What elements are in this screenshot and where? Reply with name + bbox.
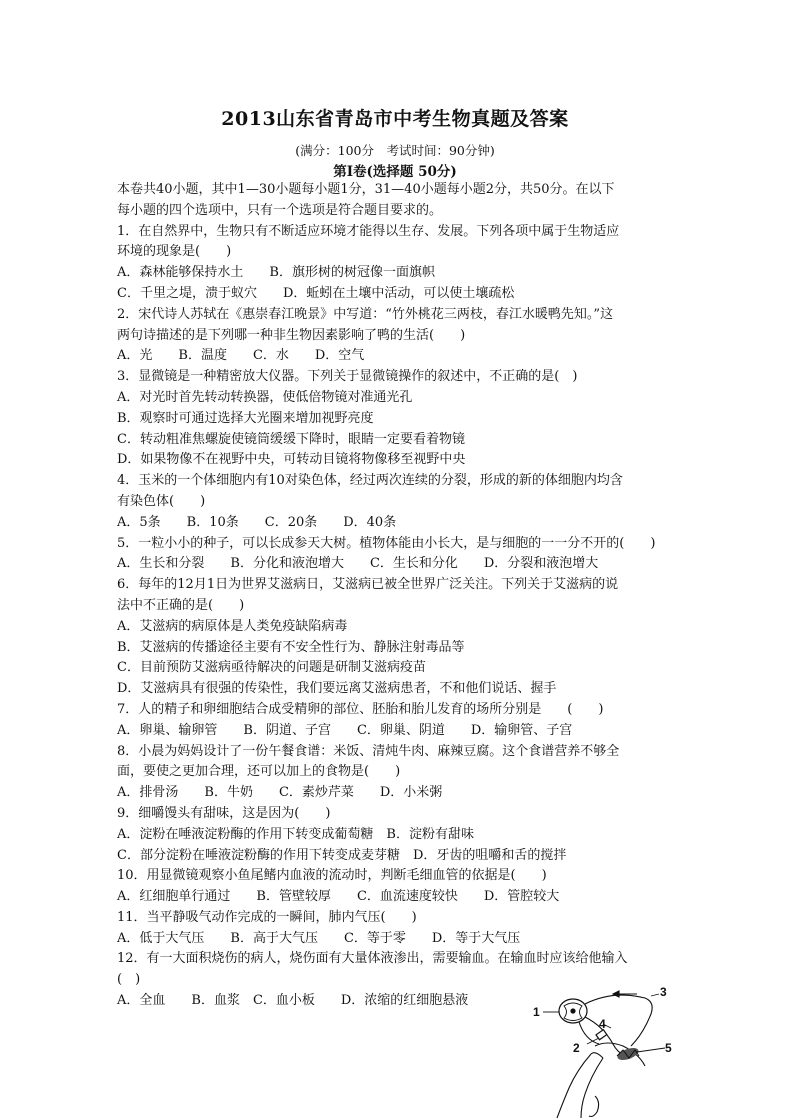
nerve-fibers xyxy=(579,995,652,1056)
text-line: B．观察时可通过选择大光圈来增加视野亮度 xyxy=(117,410,374,426)
text-line: B．艾滋病的传播途径主要有不安全性行为、静脉注射毒品等 xyxy=(117,639,465,655)
text-line: A．淀粉在唾液淀粉酶的作用下转变成葡萄糖 B．淀粉有甜味 xyxy=(117,826,474,842)
text-line: 8．小晨为妈妈设计了一份午餐食谱：米饭、清炖牛肉、麻辣豆腐。这个食谱营养不够全 xyxy=(117,743,620,759)
text-line: 有染色体( ) xyxy=(117,493,206,509)
text-line: C．转动粗准焦螺旋使镜筒缓缓下降时，眼睛一定要看着物镜 xyxy=(117,431,465,447)
text-line: 9．细嚼馒头有甜味，这是因为( ) xyxy=(117,805,331,821)
text-line: C．千里之堤，溃于蚁穴 D．蚯蚓在土壤中活动，可以使土壤疏松 xyxy=(117,285,515,301)
text-line: 5．一粒小小的种子，可以长成参天大树。植物体能由小长大，是与细胞的一一分不开的( ) xyxy=(117,535,656,551)
section-heading: 第Ⅰ卷(选择题 50分) xyxy=(333,164,457,180)
text-line: A．排骨汤 B．牛奶 C．素炒芹菜 D．小米粥 xyxy=(117,785,443,801)
text-line: 两句诗描述的是下列哪一种非生物因素影响了鸭的生活( ) xyxy=(117,327,466,343)
receptor-region xyxy=(616,1046,640,1063)
reflex-arc-figure xyxy=(533,984,683,1119)
text-line: A．全血 B．血浆 C．血小板 D．浓缩的红细胞悬液 xyxy=(117,993,469,1009)
figure-label-5: 5 xyxy=(665,1041,672,1055)
text-line: D．艾滋病具有很强的传染性，我们要远离艾滋病患者，不和他们说话、握手 xyxy=(117,681,557,697)
text-line: 11．当平静吸气动作完成的一瞬间，肺内气压( ) xyxy=(117,909,417,925)
text-line: C．部分淀粉在唾液淀粉酶的作用下转变成麦芽糖 D．牙齿的咀嚼和舌的搅拌 xyxy=(117,847,567,863)
text-line: A．艾滋病的病原体是人类免疫缺陷病毒 xyxy=(117,618,348,634)
spinal-cord-section xyxy=(559,999,587,1023)
text-line: 7．人的精子和卵细胞结合成受精卵的部位、胚胎和胎儿发育的场所分别是 ( ) xyxy=(117,701,604,717)
text-line: A．对光时首先转动转换器，使低倍物镜对准通光孔 xyxy=(117,389,413,405)
text-line: 法中不正确的是( ) xyxy=(117,597,245,613)
text-line: 6．每年的12月1日为世界艾滋病日，艾滋病已被全世界广泛关注。下列关于艾滋病的说 xyxy=(117,577,619,593)
text-line: 本卷共40小题，其中1—30小题每小题1分，31—40小题每小题2分，共50分。在以下 xyxy=(117,182,615,197)
text-line: 1．在自然界中，生物只有不断适应环境才能得以生存、发展。下列各项中属于生物适应 xyxy=(117,223,620,239)
document-title: 2013山东省青岛市中考生物真题及答案 xyxy=(221,108,569,130)
text-line: ( ) xyxy=(117,972,141,988)
text-line: 面，要使之更加合理，还可以加上的食物是( ) xyxy=(117,764,401,780)
text-line: 环境的现象是( ) xyxy=(117,244,232,260)
text-line: D．如果物像不在视野中央，可转动目镜将物像移至视野中央 xyxy=(117,452,466,468)
text-line: 3．显微镜是一种精密放大仪器。下列关于显微镜操作的叙述中，不正确的是( ) xyxy=(117,369,578,385)
text-line: A．卵巢、输卵管 B．阴道、子宫 C．卵巢、阴道 D．输卵管、子宫 xyxy=(117,722,573,738)
exam-info: (满分：100分 考试时间：90分钟) xyxy=(295,143,495,158)
text-line: A．低于大气压 B．高于大气压 C．等于零 D．等于大气压 xyxy=(117,930,521,946)
text-line: A．5条 B．10条 C．20条 D．40条 xyxy=(117,514,397,530)
text-line: C．目前预防艾滋病亟待解决的问题是研制艾滋病疫苗 xyxy=(117,660,426,676)
text-line: 10．用显微镜观察小鱼尾鳍内血液的流动时，判断毛细血管的依据是( ) xyxy=(117,868,547,884)
text-line: A．红细胞单行通过 B．管壁较厚 C．血流速度较快 D．管腔较大 xyxy=(117,889,560,905)
figure-label-4: 4 xyxy=(599,1017,606,1031)
text-line: A．森林能够保持水土 B．旗形树的树冠像一面旗帜 xyxy=(117,265,435,281)
text-line: 每小题的四个选项中，只有一个选项是符合题目要求的。 xyxy=(117,202,443,218)
text-line: A．生长和分裂 B．分化和液泡增大 C．生长和分化 D．分裂和液泡增大 xyxy=(117,556,599,572)
figure-label-1: 1 xyxy=(533,1005,540,1019)
text-line: A．光 B．温度 C．水 D．空气 xyxy=(117,348,365,364)
figure-label-2: 2 xyxy=(573,1041,580,1055)
text-line: 12．有一大面积烧伤的病人，烧伤面有大量体液渗出，需要输血。在输血时应该给他输入 xyxy=(117,951,628,967)
question-body xyxy=(117,180,677,1012)
text-line: 4．玉米的一个体细胞内有10对染色体，经过两次连续的分裂，形成的新的体细胞内均含 xyxy=(117,473,623,489)
figure-label-3: 3 xyxy=(660,985,667,999)
text-line: 2．宋代诗人苏轼在《惠崇春江晚景》中写道：“竹外桃花三两枝，春江水暖鸭先知。”这 xyxy=(117,306,614,322)
